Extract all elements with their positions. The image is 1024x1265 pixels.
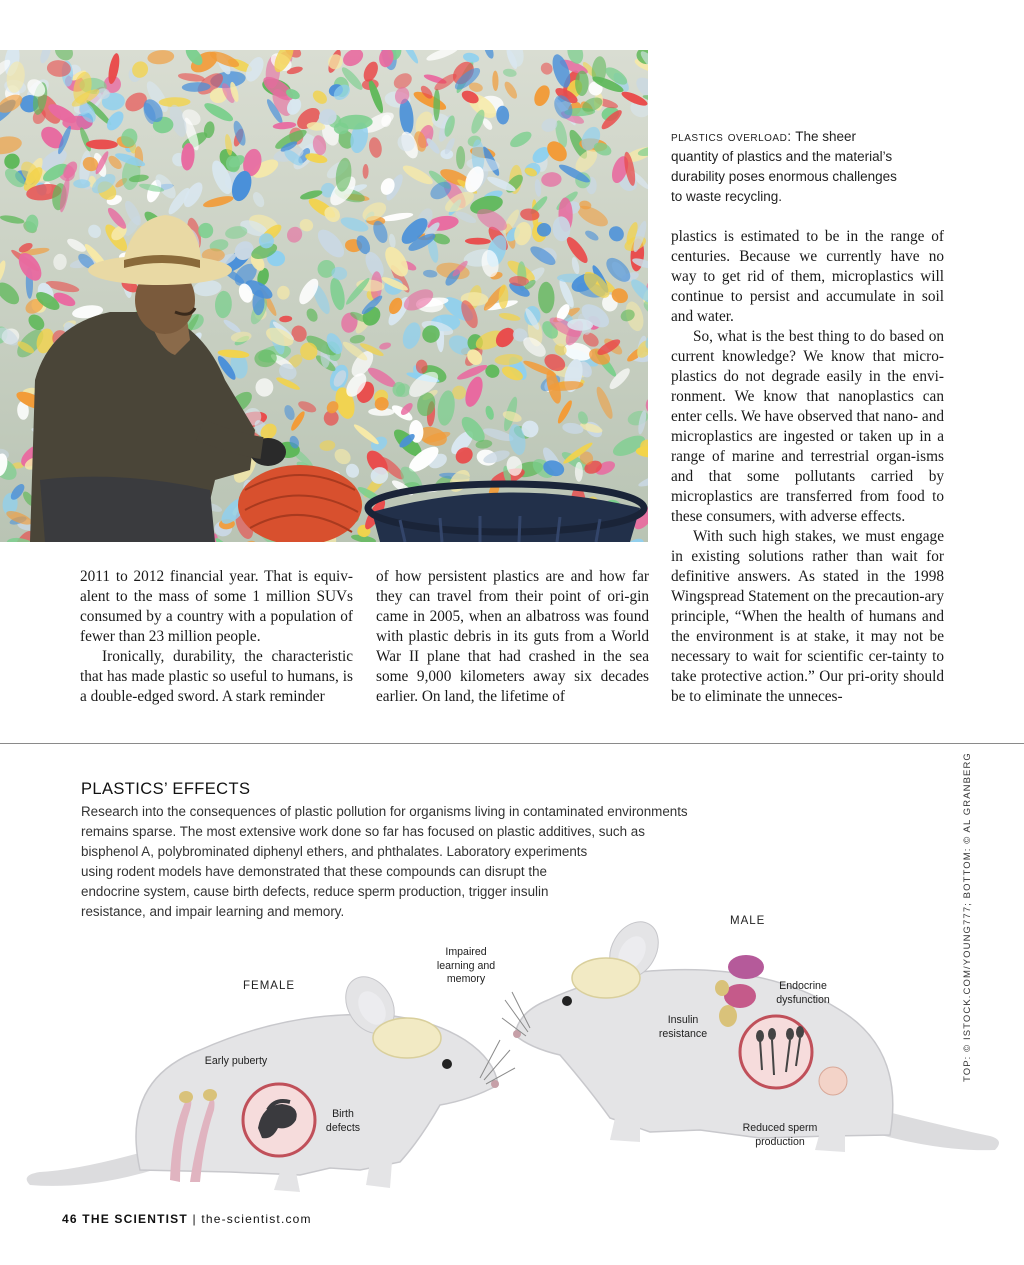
- bottle-shape: [73, 179, 90, 188]
- label-insulin-resistance: Insulin resistance: [658, 1014, 708, 1040]
- section-divider: [0, 743, 1024, 744]
- bin-shape: [368, 484, 644, 542]
- footer-separator: |: [192, 1212, 197, 1226]
- recycling-photo: [0, 50, 648, 542]
- photo-credit: TOP: © ISTOCK.COM/YOUNG777; BOTTOM: © AL GRANBERG: [962, 752, 973, 1082]
- figure-text-line: resistance, and impair learning and memory.: [81, 904, 345, 919]
- figure-text-line: endocrine system, cause birth defects, reduce sperm production, trigger insulin: [81, 884, 549, 899]
- body-paragraph: With such high stakes, we must engage in existing solutions rather than wait for definitive answers. As stated in the 1998 Wingspread Statement on the precaution-ary principle, “When the health of humans and the environment is at stake, it may not be necessary to wait for scientific cer-tainty to take protective action.” Our pri-ority should be to eliminate the unneces-: [671, 528, 944, 705]
- page-number: 46: [62, 1212, 78, 1226]
- label-endocrine: Endocrine dysfunction: [776, 980, 830, 1006]
- body-paragraph: of how persistent plastics are and how far they can travel from their point of ori-gin came in 2005, when an albatross was found with plastic debris in its guts from a World War II plane that had crashed in the sea some 9,000 kilometers away six decades earlier. On land, the lifetime of: [376, 568, 649, 705]
- figure-text-line: Research into the consequences of plastic pollution for organisms living in contaminated environments: [81, 804, 688, 819]
- body-column-2: [376, 567, 649, 707]
- caption-line: durability poses enormous challenges: [671, 169, 897, 184]
- caption-line: to waste recycling.: [671, 189, 783, 204]
- body-column-3: [671, 227, 944, 707]
- magazine-name: THE SCIENTIST: [82, 1212, 188, 1226]
- photo-caption: [671, 126, 931, 207]
- figure-text-line: using rodent models have demonstrated that these compounds can disrupt the: [81, 864, 547, 879]
- male-mouse: [502, 913, 999, 1152]
- figure-title: PLASTICS’ EFFECTS: [81, 780, 251, 798]
- mice-illustration: [0, 900, 1024, 1220]
- female-label: FEMALE: [243, 980, 296, 992]
- label-birth-defects: Birth defects: [325, 1108, 361, 1134]
- body-paragraph: 2011 to 2012 financial year. That is equiv-alent to the mass of some 1 million SUVs consumed by a country with a population of fewer than 23 million people.: [80, 568, 353, 645]
- label-reduced-sperm: Reduced sperm production: [742, 1122, 818, 1148]
- bottle-shape: [456, 146, 465, 169]
- plastic-bottles-illustration: [0, 50, 648, 542]
- caption-line: quantity of plastics and the material’s: [671, 149, 893, 164]
- magazine-url[interactable]: the-scientist.com: [201, 1212, 312, 1226]
- page-footer: [62, 1212, 312, 1226]
- body-column-1: [80, 567, 353, 707]
- male-label: MALE: [730, 915, 766, 927]
- label-early-puberty: Early puberty: [204, 1055, 268, 1067]
- figure-text-line: remains sparse. The most extensive work done so far has focused on plastic additives, such as: [81, 824, 645, 839]
- mice-svg: [0, 900, 1024, 1220]
- caption-line: The sheer: [795, 129, 857, 144]
- body-paragraph: So, what is the best thing to do based on current knowledge? We know that micro-plastics do not degrade easily in the envi-ronment. We know that nanoplastics can enter cells. We have observed that nano- and microplastics are ingested or taken up in a range of marine and terrestrial organ-isms and that some pollutants carried by microplastics are transferred from food to these consumers, with adverse effects.: [671, 328, 944, 525]
- bottle-shape: [575, 462, 583, 482]
- caption-lead: plastics overload:: [671, 128, 792, 144]
- label-impaired-learning: Impaired learning and memory: [436, 946, 496, 985]
- body-paragraph: plastics is estimated to be in the range of centuries. Because we currently have no way to get rid of them, microplastics will continue to persist and accumulate in soil and water.: [671, 228, 944, 325]
- body-paragraph: Ironically, durability, the characteristic that has made plastic so useful to humans, is a double-edged sword. A stark reminder: [80, 648, 353, 705]
- female-mouse: [27, 968, 515, 1192]
- figure-text-line: bisphenol A, polybrominated diphenyl ethers, and phthalates. Laboratory experiments: [81, 844, 588, 859]
